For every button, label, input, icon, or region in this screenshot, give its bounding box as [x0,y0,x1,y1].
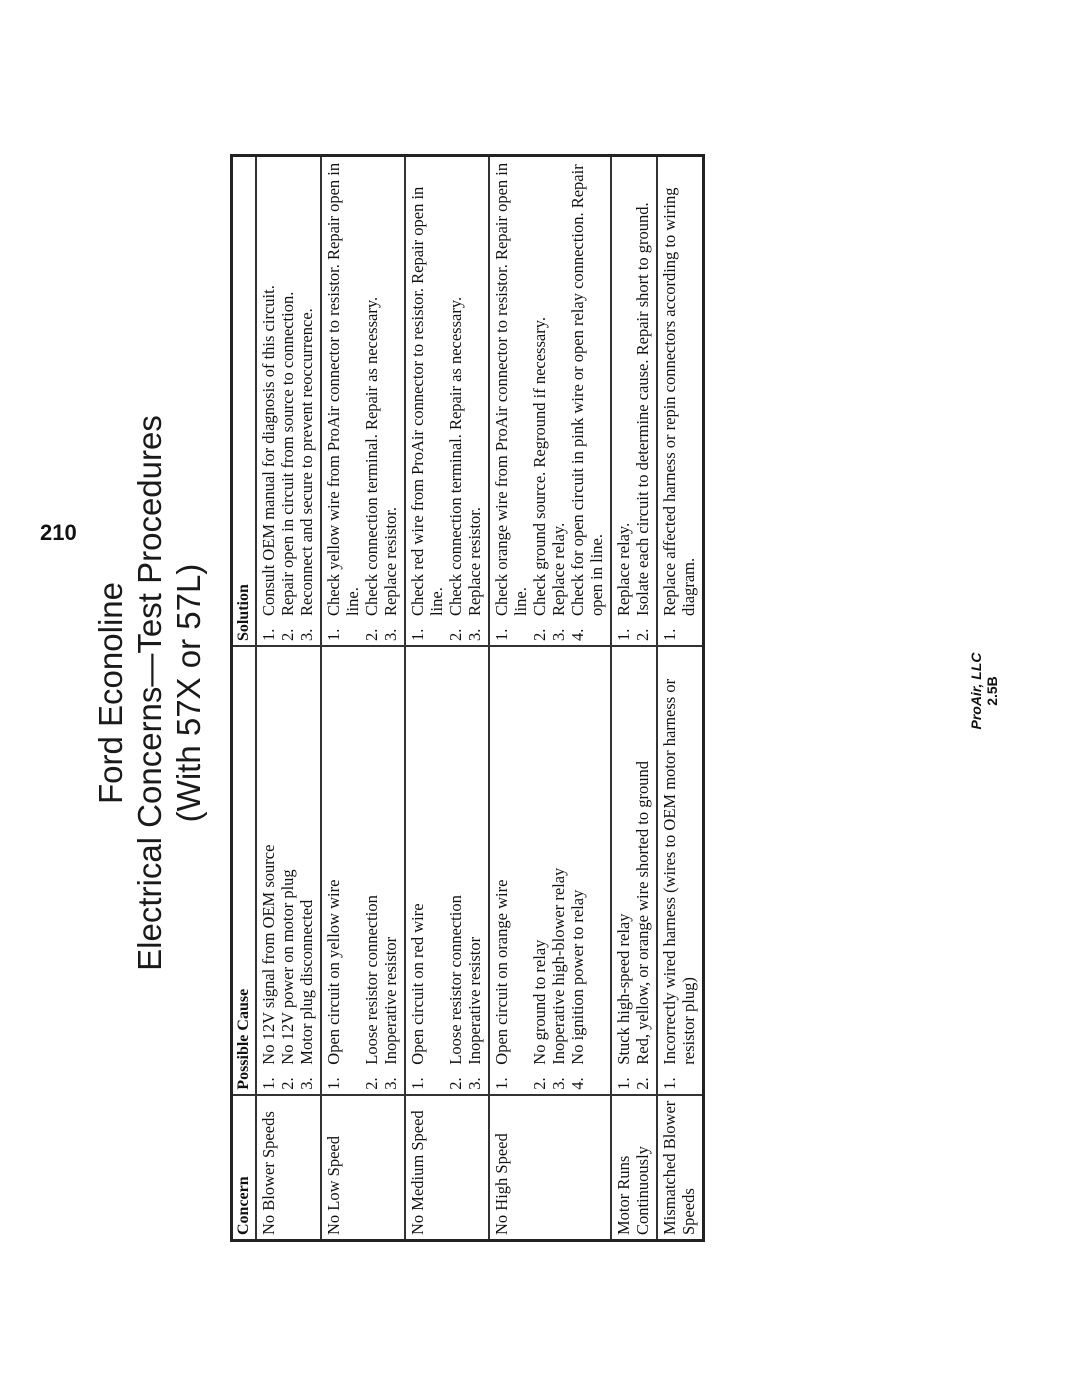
solution-cell [657,156,704,647]
item-number: 3. [381,1077,400,1090]
item-number: 4. [568,1077,587,1090]
cause-item [614,651,633,1090]
item-text: Incorrectly wired harness (wires to OEM motor harness or resistor plug) [660,678,698,1065]
cause-item [465,651,484,1090]
item-text: Consult OEM manual for diagnosis of this circuit. [259,285,278,617]
cause-cell [489,646,611,1095]
item-number: 1. [614,1077,633,1090]
item-number: 2. [362,628,381,642]
cause-item [408,651,446,1090]
solution-item [660,161,698,641]
cause-cell [256,646,321,1095]
item-number: 2. [446,1077,465,1090]
solution-item [568,161,606,641]
footer-company: ProAir, LLC [968,652,984,730]
cause-cell [321,646,405,1095]
item-text: Replace relay. [614,522,633,617]
solution-cell [405,156,489,647]
item-number: 1. [408,628,427,642]
cause-cell [405,646,489,1095]
solution-item [549,161,568,641]
item-number: 3. [465,1077,484,1090]
item-number: 3. [465,628,484,642]
concern-cell: No Medium Speed [405,1095,489,1241]
solution-cell [321,156,405,647]
solution-cell [256,156,321,647]
item-text: Check for open circuit in pink wire or open relay connection. Repair open in line. [568,164,606,617]
solution-cell [611,156,657,647]
table-header-row [232,156,257,1241]
title-line-1: Ford Econoline [92,582,129,804]
solution-cell [489,156,611,647]
solution-item [259,161,278,641]
concern-cell: Motor Runs Continuously [611,1095,657,1241]
cause-item [492,651,530,1090]
item-number: 3. [297,628,316,642]
cause-item [259,651,278,1090]
solution-item [381,161,400,641]
item-text: Check red wire from ProAir connector to resistor. Repair open in line. [408,186,446,617]
item-text: No 12V signal from OEM source [259,844,278,1065]
solution-item [408,161,446,641]
item-number: 1. [660,1077,679,1090]
cause-item [530,651,549,1090]
item-text: Inoperative high-blower relay [549,867,568,1065]
item-number: 3. [549,1077,568,1090]
item-text: Replace affected harness or repin connectors according to wiring diagram. [660,187,698,617]
item-text: Inoperative resistor [381,936,400,1065]
item-text: No 12V power on motor plug [278,869,297,1065]
concern-cell: No Low Speed [321,1095,405,1241]
table-row [611,156,657,1241]
concern-cell: Mismatched Blower Speeds [657,1095,704,1241]
table-row [489,156,611,1241]
table-row [657,156,704,1241]
concern-cell: No Blower Speeds [256,1095,321,1241]
cause-item [362,651,381,1090]
cause-item [381,651,400,1090]
item-text: Red, yellow, or orange wire shorted to ground [633,761,652,1065]
cause-cell [657,646,704,1095]
item-text: Replace resistor. [381,507,400,617]
cause-item [297,651,316,1090]
cause-item [446,651,465,1090]
item-text: Check connection terminal. Repair as necessary. [446,296,465,617]
item-text: Reconnect and secure to prevent reoccurrence. [297,308,316,617]
item-number: 1. [660,628,679,642]
item-number: 2. [633,628,652,642]
item-text: Check ground source. Reground if necessary. [530,317,549,617]
item-text: Check connection terminal. Repair as necessary. [362,296,381,617]
solution-item [614,161,633,641]
solution-item [297,161,316,641]
item-text: Loose resistor connection [362,895,381,1065]
item-number: 3. [549,628,568,642]
item-text: Open circuit on orange wire [492,879,511,1065]
item-text: Open circuit on yellow wire [324,879,343,1065]
solution-item [362,161,381,641]
header-solution: Solution [232,156,257,647]
table-row [321,156,405,1241]
solution-item [530,161,549,641]
table-row [405,156,489,1241]
item-number: 1. [492,1077,511,1090]
solution-item [465,161,484,641]
item-number: 2. [278,1077,297,1090]
item-text: Replace resistor. [465,507,484,617]
item-number: 1. [259,628,278,642]
item-number: 2. [362,1077,381,1090]
cause-item [549,651,568,1090]
item-text: Check yellow wire from ProAir connector to resistor. Repair open in line. [324,162,362,617]
item-text: Stuck high-speed relay [614,913,633,1065]
cause-item [278,651,297,1090]
item-text: Motor plug disconnected [297,899,316,1065]
table-body [256,156,704,1241]
cause-item [568,651,606,1090]
item-number: 1. [324,628,343,642]
item-text: Loose resistor connection [446,895,465,1065]
item-number: 2. [278,628,297,642]
item-number: 1. [259,1077,278,1090]
item-number: 4. [568,628,587,642]
item-number: 3. [297,1077,316,1090]
solution-item [324,161,362,641]
item-text: No ground to relay [530,939,549,1065]
item-number: 1. [614,628,633,642]
table-row [256,156,321,1241]
title-line-3: (With 57X or 57L) [170,563,207,823]
concern-cell: No High Speed [489,1095,611,1241]
concerns-table [230,154,705,1242]
item-text: Repair open in circuit from source to connection. [278,291,297,617]
item-number: 1. [324,1077,343,1090]
solution-item [492,161,530,641]
item-number: 2. [530,628,549,642]
header-cause: Possible Cause [232,646,257,1095]
item-number: 1. [408,1077,427,1090]
solution-item [446,161,465,641]
solution-item [633,161,652,641]
title-line-2: Electrical Concerns—Test Procedures [131,415,168,971]
page-number: 210 [40,520,77,545]
cause-item [633,651,652,1090]
solution-item [278,161,297,641]
item-text: Isolate each circuit to determine cause. Repair short to ground. [633,202,652,617]
item-number: 2. [530,1077,549,1090]
item-text: Open circuit on red wire [408,903,427,1065]
cause-cell [611,646,657,1095]
item-text: Check orange wire from ProAir connector to resistor. Repair open in line. [492,162,530,617]
item-text: No ignition power to relay [568,889,587,1065]
cause-item [660,651,698,1090]
footer-section: 2.5B [984,676,1000,706]
item-number: 2. [633,1077,652,1090]
footer [968,641,1000,741]
item-number: 3. [381,628,400,642]
item-text: Replace relay. [549,522,568,617]
item-number: 2. [446,628,465,642]
item-number: 1. [492,628,511,642]
item-text: Inoperative resistor [465,936,484,1065]
cause-item [324,651,362,1090]
header-concern: Concern [232,1095,257,1241]
